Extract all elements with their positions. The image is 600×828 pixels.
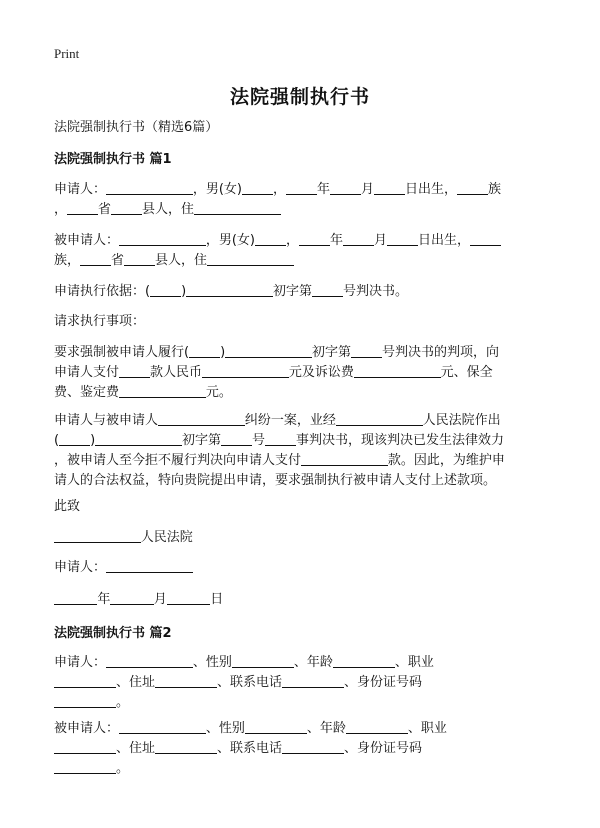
blank-line	[155, 739, 217, 754]
paragraph-line: 被申请人： 、性别 、年龄 、职业	[54, 721, 447, 736]
blank-line	[255, 231, 286, 246]
blank-line	[119, 719, 206, 734]
paragraph-line: 费、鉴定费 元。	[54, 385, 232, 400]
blank-line	[225, 343, 312, 358]
paragraph-line: 请人的合法权益，特向贵院提出申请，要求强制执行被申请人支付上述款项。	[54, 473, 497, 488]
blank-line	[194, 200, 281, 215]
blank-line	[282, 739, 344, 754]
paragraph-line: 申请人支付 款人民币 元及诉讼费 元、保全	[54, 365, 493, 380]
paragraph-line: 此致	[54, 499, 81, 514]
blank-line	[221, 431, 252, 446]
blank-line	[54, 590, 97, 605]
blank-line	[351, 343, 382, 358]
blank-line	[207, 251, 294, 266]
section-heading-2: 法院强制执行书 篇2	[54, 626, 172, 641]
print-link[interactable]: Print	[54, 46, 80, 61]
blank-line	[232, 653, 294, 668]
blank-line	[312, 282, 343, 297]
blank-line	[186, 282, 273, 297]
blank-line	[106, 180, 193, 195]
blank-line	[354, 363, 441, 378]
blank-line	[245, 719, 307, 734]
paragraph-line: 被申请人： ，男(女) ， 年 月 日出生，	[54, 231, 550, 251]
paragraph-line: ，被申请人至今拒不履行判决向申请人支付 款。因此，为维护申	[54, 453, 505, 468]
paragraph-line: 请求执行事项：	[54, 314, 146, 329]
blank-line	[124, 251, 155, 266]
blank-line	[67, 200, 98, 215]
blank-line	[242, 180, 273, 195]
page-title: 法院强制执行书	[229, 86, 370, 108]
blank-line	[54, 739, 116, 754]
blank-line	[54, 693, 116, 708]
paragraph-line: 年 月 日	[54, 590, 550, 610]
blank-line	[80, 251, 111, 266]
blank-line	[119, 383, 206, 398]
blank-line	[301, 451, 388, 466]
blank-line	[54, 759, 116, 774]
paragraph-line: 。	[54, 759, 550, 779]
blank-line	[387, 231, 418, 246]
blank-line	[336, 411, 423, 426]
blank-line	[150, 282, 181, 297]
document-subtitle: 法院强制执行书（精选6篇）	[54, 120, 219, 135]
paragraph-line: 、住址 、联系电话 、身份证号码	[54, 739, 550, 759]
paragraph-line: 申请执行依据：( ) 初字第 号判决书。	[54, 284, 408, 299]
paragraph-line: 申请人： 、性别 、年龄 、职业	[54, 655, 434, 670]
blank-line	[282, 673, 344, 688]
section-heading-1: 法院强制执行书 篇1	[54, 152, 172, 167]
blank-line	[119, 363, 150, 378]
blank-line	[343, 231, 374, 246]
blank-line	[106, 653, 193, 668]
blank-line	[374, 180, 405, 195]
paragraph-line: ( ) 初字第 号 事判决书，现该判决已发生法律效力	[54, 433, 504, 448]
blank-line	[59, 431, 90, 446]
blank-line	[333, 653, 395, 668]
paragraph-line: 要求强制被申请人履行( ) 初字第 号判决书的判项，向	[54, 345, 499, 360]
paragraph-line: 。	[54, 693, 550, 713]
paragraph-line: 、住址 、联系电话 、身份证号码	[54, 673, 550, 693]
blank-line	[346, 719, 408, 734]
blank-line	[111, 200, 142, 215]
blank-line	[95, 431, 182, 446]
blank-line	[54, 528, 141, 543]
blank-line	[330, 180, 361, 195]
blank-line	[106, 558, 193, 573]
blank-line	[286, 180, 317, 195]
blank-line	[110, 590, 153, 605]
blank-line	[167, 590, 210, 605]
blank-line	[202, 363, 289, 378]
blank-line	[155, 673, 217, 688]
paragraph-line: ， 省 县人，住	[54, 200, 550, 220]
blank-line	[265, 431, 296, 446]
blank-line	[119, 231, 206, 246]
paragraph-line: 申请人与被申请人 纠纷一案，业经 人民法院作出	[54, 413, 501, 428]
blank-line	[457, 180, 488, 195]
paragraph-line: 申请人： ，男(女) ， 年 月 日出生， 族	[54, 182, 502, 197]
paragraph-line: 申请人：	[54, 558, 550, 578]
blank-line	[158, 411, 245, 426]
blank-line	[470, 231, 501, 246]
paragraph-line: 人民法院	[54, 528, 550, 548]
blank-line	[189, 343, 220, 358]
paragraph-line: 族， 省 县人，住	[54, 251, 550, 271]
blank-line	[299, 231, 330, 246]
blank-line	[54, 673, 116, 688]
